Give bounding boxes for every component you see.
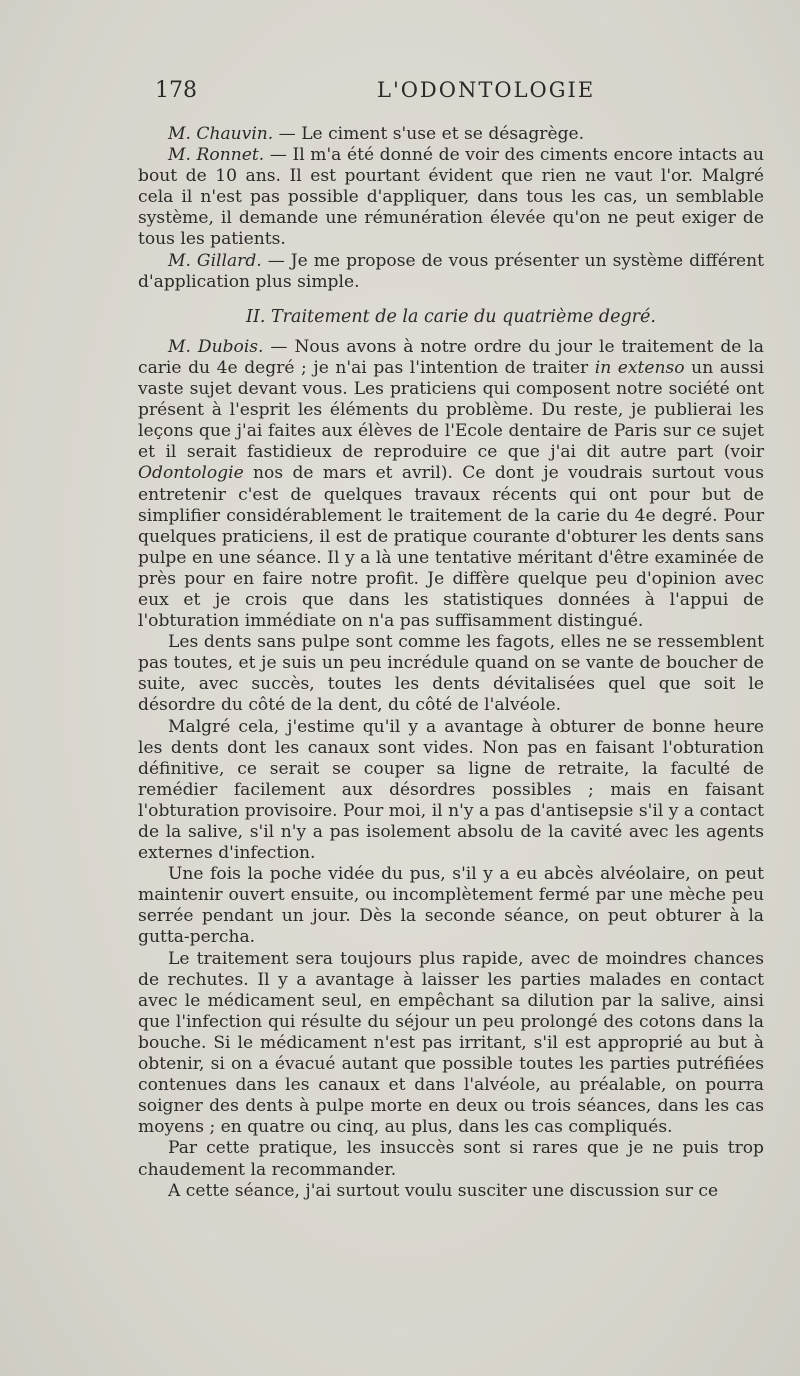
paragraph-text: — Je me propose de vous présenter un système différent d'application plus simple.: [138, 250, 765, 292]
page-header: [155, 78, 770, 108]
italic-phrase: in extenso: [594, 357, 685, 378]
paragraph-text: — Nous avons à notre ordre du jour le traitement de la carie du 4e degré ; je n'ai pas l'intention de traiter: [138, 336, 764, 378]
paragraph-text: nos de mars et avril). Ce dont je voudrais surtout vous entretenir c'est de quelques travaux récents qui ont pour but de simplifier considérablement le traitement de la carie du 4e degré. Pour quelques praticiens, il est de pratique courante d'obturer les dents sans pulpe en une séance. Il y a là une tentative méritant d'être examinée de près pour en faire notre profit. Je diffère quelque peu d'opinion avec eux et je crois que dans les statistiques données à l'appui de l'obturation immédiate on n'a pas suffisamment distingué.: [138, 463, 764, 632]
body-paragraph: A cette séance, j'ai surtout voulu susciter une discussion sur ce: [168, 1180, 719, 1201]
page-body: [138, 124, 764, 1202]
paragraph-ronnet: [138, 145, 764, 250]
page-number: 178: [155, 78, 197, 103]
paragraph-text: — Il m'a été donné de voir des ciments encore intacts au bout de 10 ans. Il est pourtant évident que rien ne vaut l'or. Malgré cela il n'est pas possible d'appliquer, dans tous les cas, un semblable système, il demande une rémunération élevée qu'on ne peut exiger de tous les patients.: [138, 145, 764, 250]
body-paragraph: Le traitement sera toujours plus rapide, avec de moindres chances de rechutes. Il y a avantage à laisser les parties malades en contact avec le médicament seul, en empêchant sa dilution par la salive, ainsi que l'infection qui résulte du séjour un peu prolongé des cotons dans la bouche. Si le médicament n'est pas irritant, s'il est approprié au but à obtenir, si on a évacué autant que possible toutes les parties putréfiées contenues dans les canaux et dans l'alvéole, au préalable, on pourra soigner des dents à pulpe morte en deux ou trois séances, dans les cas moyens ; en quatre ou cinq, au plus, dans les cas compliqués.: [138, 948, 764, 1138]
paragraph-dubois: [138, 337, 764, 632]
paragraph-gillard: [138, 251, 764, 293]
body-paragraph: Malgré cela, j'estime qu'il y a avantage à obturer de bonne heure les dents dont les canaux sont vides. Non pas en faisant l'obturation définitive, ce serait se couper sa ligne de retraite, la faculté de remédier facilement aux désordres possibles ; mais en faisant l'obturation provisoire. Pour moi, il n'y a pas d'antisepsie s'il y a contact de la salive, s'il n'y a pas isolement absolu de la cavité avec les agents externes d'infection.: [138, 716, 764, 864]
speaker-name: M. Dubois.: [168, 336, 264, 357]
journal-reference: Odontologie: [138, 463, 244, 484]
body-paragraph: Une fois la poche vidée du pus, s'il y a eu abcès alvéolaire, on peut maintenir ouvert ensuite, ou incomplètement fermé par une mèche peu serrée pendant un jour. Dès la seconde séance, on peut obturer à la gutta-percha.: [138, 864, 764, 948]
paragraph-chauvin: [138, 124, 764, 145]
speaker-name: M. Ronnet.: [168, 145, 265, 166]
paragraph-text: — Le ciment s'use et se désagrège.: [273, 124, 585, 144]
speaker-name: M. Gillard.: [168, 250, 262, 271]
running-title: L'ODONTOLOGIE: [377, 78, 596, 102]
paragraph-text: un aussi vaste sujet devant vous. Les praticiens qui composent notre société ont présent à l'esprit les éléments du problème. Du reste, je publierai les leçons que j'ai faites aux élèves de l'Ecole dentaire de Paris sur ce sujet et il serait fastidieux de reproduire ce que j'ai dit autre part (voir: [138, 357, 764, 463]
body-paragraph: Les dents sans pulpe sont comme les fagots, elles ne se ressemblent pas toutes, et je suis un peu incrédule quand on se vante de boucher de suite, avec succès, toutes les dents dévitalisées quel que soit le désordre du côté de la dent, du côté de l'alvéole.: [138, 632, 764, 716]
section-heading: II. Traitement de la carie du quatrième degré.: [246, 306, 656, 327]
body-paragraph: Par cette pratique, les insuccès sont si rares que je ne puis trop chaudement la recommander.: [138, 1138, 764, 1180]
speaker-name: M. Chauvin.: [168, 124, 274, 144]
